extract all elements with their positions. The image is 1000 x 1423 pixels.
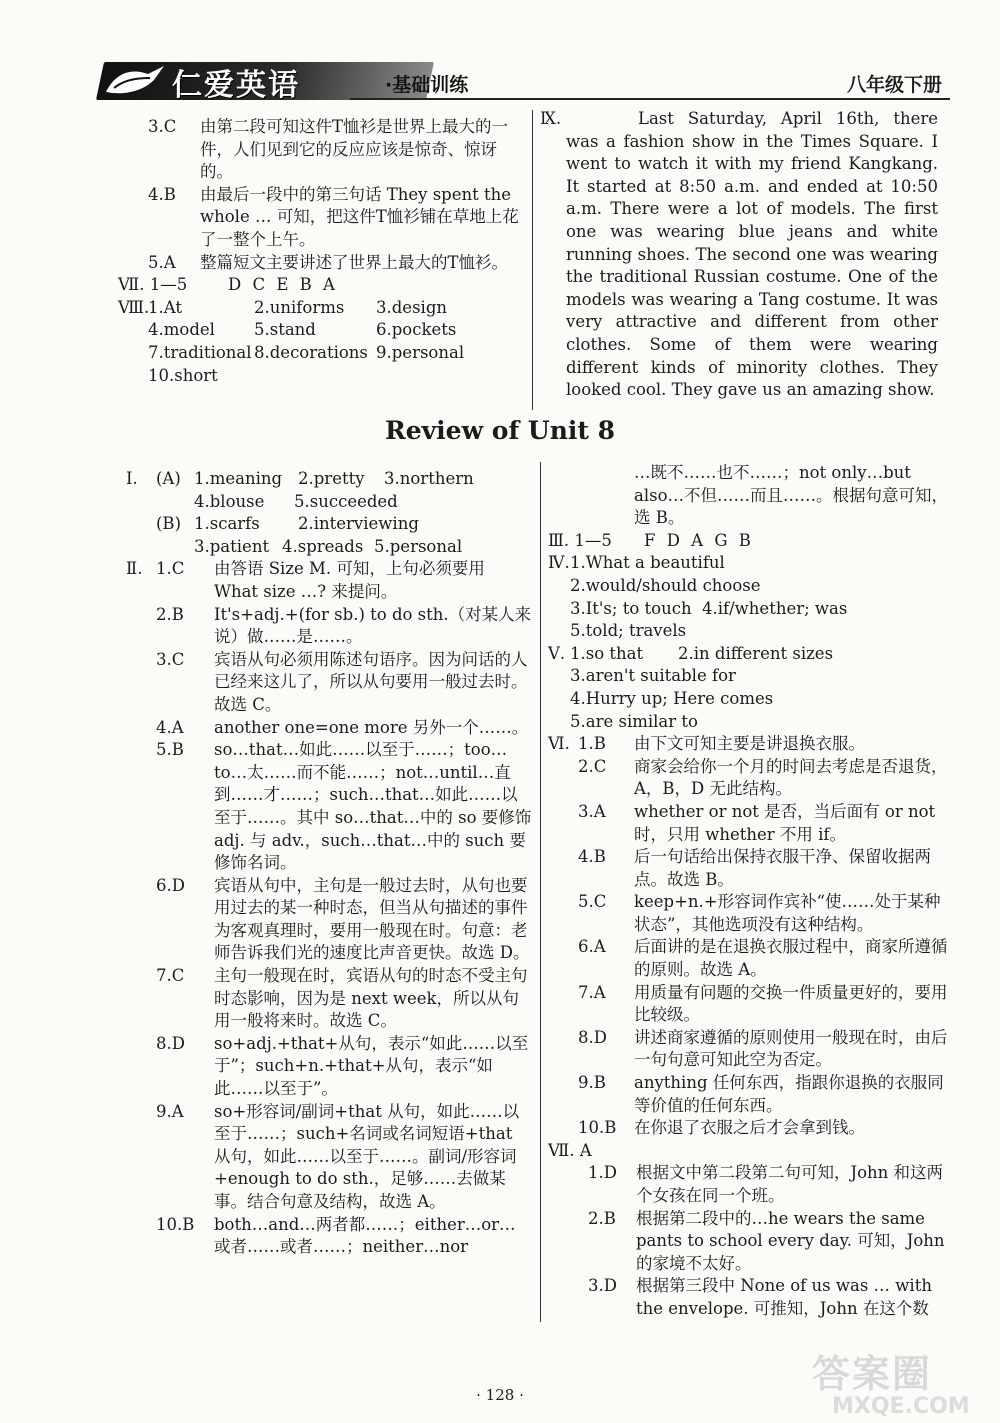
section-vii-items xyxy=(548,1162,952,1320)
answer-number: 9.A xyxy=(156,1101,184,1121)
answer-number: 9.B xyxy=(578,1073,606,1093)
answer-item xyxy=(156,1033,532,1101)
blank-answer: 2.pretty xyxy=(298,469,365,488)
answer-number: 5.C xyxy=(578,892,607,912)
blank-answer: 5.succeeded xyxy=(294,491,398,511)
blank-answer: 1.At xyxy=(148,297,182,317)
blank-answer: 2.in different sizes xyxy=(678,643,834,663)
blank-answer: 3.design xyxy=(376,297,448,317)
part-label: (A) xyxy=(156,469,181,488)
answer-number: 4.B xyxy=(148,184,176,204)
header-rule xyxy=(350,98,950,100)
answer-explanation: 由最后一段中的第三句话 They spent the whole … 可知，把这件T恤衫铺在草地上花了一整个上午。 xyxy=(200,184,519,249)
blank-answer: 6.pockets xyxy=(376,320,457,340)
answer-continuation: …既不……也不……；not only…but also…不但……而且……。根据句意可知，选 B。 xyxy=(634,463,949,528)
top-left-column xyxy=(118,116,522,387)
blank-answer: 9.personal xyxy=(376,342,465,362)
answer-number: 7.A xyxy=(578,982,606,1002)
section-label: Ⅰ. xyxy=(126,469,138,488)
section-label: Ⅷ. xyxy=(118,297,150,317)
answer-explanation: so…that…如此……以至于……；too…to…太……而不能……；not…until…直到……才……；such…that…如此……以至于……。其中 so…that…中的 so 要修饰 adj. 与 adv.，such…that…中的 such 要修饰名词。 xyxy=(214,740,532,873)
section-v-row xyxy=(548,643,952,666)
section-iv-row xyxy=(548,598,952,621)
answer-item xyxy=(156,1101,532,1214)
section-viii xyxy=(118,297,522,387)
answer-item xyxy=(578,1117,952,1140)
answer-explanation: 整篇短文主要讲述了世界上最大的T恤衫。 xyxy=(200,252,509,272)
section-label: Ⅱ. xyxy=(126,559,143,579)
section-vi-items xyxy=(578,733,952,1140)
answer-item xyxy=(588,1275,952,1320)
bottom-left-column xyxy=(126,468,532,1259)
answer-item xyxy=(148,116,522,184)
blank-answer: 3.aren't suitable for xyxy=(570,666,736,686)
blank-answer: 7.traditional xyxy=(148,342,252,362)
bottom-right-column xyxy=(548,462,952,1321)
answer-number: 3.A xyxy=(578,801,606,821)
site-watermark xyxy=(812,1343,982,1419)
section-iii-answers xyxy=(548,530,952,553)
section-iv-row xyxy=(548,552,952,575)
answer-explanation: 由答语 Size M. 可知，上句必须要用 What size …? 来提问。 xyxy=(214,559,485,601)
writing-passage: Last Saturday, April 16th, there was a fashion show in the Times Square. I went to watch it with my friend Kangkang. It started at 8:50 a.m. and ended at 10:50 a.m. There were a lot of models. The first one was wearing blue jeans and white running shoes. The second one was wearing the traditional Russian costume. One of the models was wearing a Tang costume. It was very attractive and different from other clothes. Some of them were wearing different kinds of minority clothes. They looked cool. They gave us an amazing show. xyxy=(566,109,938,400)
section-i-row xyxy=(126,536,532,559)
answer-item xyxy=(578,733,952,756)
answer-number: 8.D xyxy=(578,1027,607,1047)
section-vi xyxy=(548,733,952,1140)
blank-answer: 1.so that xyxy=(570,643,644,663)
answer-item xyxy=(578,891,952,936)
page-header xyxy=(100,58,950,104)
answer-item xyxy=(156,1214,532,1259)
answer-item xyxy=(156,965,532,1033)
blank-answer: 1.meaning xyxy=(194,469,283,488)
section-viii-row xyxy=(118,319,522,342)
blank-answer: 5.stand xyxy=(254,320,316,340)
top-column-divider xyxy=(532,110,533,410)
part-label: (B) xyxy=(156,514,181,534)
answer-explanation: 根据第三段中 None of us was … with the envelope. 可推知，John 在这个数 xyxy=(636,1276,932,1318)
eagle-logo-icon xyxy=(104,62,166,100)
section-ii xyxy=(126,558,532,1258)
answer-item xyxy=(156,739,532,875)
answer-item xyxy=(578,936,952,981)
answer-number: 8.D xyxy=(156,1033,185,1053)
answer-explanation: 后面讲的是在退换衣服过程中，商家所遵循的原则。故选 A。 xyxy=(634,937,948,980)
section-i-row xyxy=(126,468,532,491)
answer-number: 7.C xyxy=(156,966,185,986)
section-viii-row xyxy=(118,365,522,388)
page-number: · 128 · xyxy=(476,1386,524,1404)
section-i-row xyxy=(126,491,532,514)
answer-explanation: 用质量有问题的交换一件质量更好的，要用比较级。 xyxy=(634,982,948,1025)
section-vii-label: Ⅶ. A xyxy=(548,1140,592,1160)
blank-answer: 4.spreads xyxy=(282,536,364,556)
answer-explanation: another one=one more 另外一个……。 xyxy=(214,717,529,737)
section-ii-items xyxy=(156,558,532,1258)
blank-answer: 1.scarfs xyxy=(194,514,260,534)
answer-number: 10.B xyxy=(156,1214,195,1234)
answer-number: 1.C xyxy=(156,559,185,579)
book-series: ·基础训练 xyxy=(385,74,469,96)
answer-item xyxy=(156,558,532,603)
answer-item xyxy=(148,252,522,275)
answer-number: 1.D xyxy=(588,1163,617,1183)
blank-answer: 5.told; travels xyxy=(570,621,687,641)
answer-number: 2.B xyxy=(156,604,184,624)
blank-answer: 4.model xyxy=(148,320,215,340)
section-label: Ⅳ. xyxy=(548,553,570,573)
answer-item xyxy=(578,1027,952,1072)
answer-explanation: so+adj.+that+从句，表示“如此……以至于”；such+n.+that+从句，表示“如此……以至于”。 xyxy=(214,1033,529,1099)
blank-answer: 4.if/whether; was xyxy=(702,598,848,618)
section-vii-answers xyxy=(118,274,522,297)
answer-explanation: keep+n.+形容词作宾补“使……处于某种状态”，其他选项没有这种结构。 xyxy=(634,892,941,934)
section-label: Ⅴ. xyxy=(548,643,566,663)
blank-answer: 8.decorations xyxy=(254,342,368,362)
section-label: Ⅲ. 1—5 xyxy=(548,530,612,550)
answer-number: 4.B xyxy=(578,847,606,867)
bottom-column-divider xyxy=(540,462,541,1322)
answer-item xyxy=(578,756,952,801)
grade-label: 八年级下册 xyxy=(846,74,942,96)
section-label: Ⅵ. xyxy=(548,734,570,754)
watermark-url: MXQE.COM xyxy=(832,1394,970,1419)
answer-explanation: 讲述商家遵循的原则使用一般现在时，由后一句句意可知此空为否定。 xyxy=(634,1027,948,1070)
answer-number: 6.A xyxy=(578,937,606,957)
blank-answer: 2.would/should choose xyxy=(570,575,761,595)
answer-explanation: 在你退了衣服之后才会拿到钱。 xyxy=(634,1118,865,1138)
answer-explanation: 宾语从句必须用陈述句语序。因为问话的人已经来这儿了，所以从句要用一般过去时。故选 C。 xyxy=(214,649,528,714)
blank-answer: 2.interviewing xyxy=(298,514,419,534)
blank-answer: 2.uniforms xyxy=(254,297,345,317)
answer-explanation: 根据第二段中的…he wears the same pants to school every day. 可知，John 的家境不太好。 xyxy=(636,1208,945,1273)
answer-explanation: both…and…两者都……；either…or…或者……或者……；neither…nor xyxy=(214,1214,516,1257)
section-viii-row xyxy=(118,297,522,320)
blank-answer: 5.are similar to xyxy=(570,711,698,731)
answer-explanation: anything 任何东西，指跟你退换的衣服同等价值的任何东西。 xyxy=(634,1073,944,1115)
blank-answer: 3.It's; to touch xyxy=(570,598,692,618)
blank-answer: 5.personal xyxy=(374,536,463,556)
blank-answer: 3.patient xyxy=(194,536,270,556)
answer-item xyxy=(148,184,522,252)
answer-explanation: 商家会给你一个月的时间去考虑是否退货，A，B，D 无此结构。 xyxy=(634,756,948,799)
answer-explanation: whether or not 是否，当后面有 or not 时，只用 whether 不用 if。 xyxy=(634,801,936,844)
answer-number: 2.B xyxy=(588,1208,616,1228)
section-answers: D C E B A xyxy=(228,275,335,295)
section-label: Ⅶ. 1—5 xyxy=(118,275,188,295)
section-title: Review of Unit 8 xyxy=(384,416,616,445)
answer-explanation: 主句一般现在时，宾语从句的时态不受主句时态影响，因为是 next week，所以从句用一般将来时。故选 C。 xyxy=(214,966,528,1031)
answer-explanation: 宾语从句中，主句是一般过去时，从句也要用过去的某一种时态，但当从句描述的事件为客观真理时，要用一般现在时。句意：老师告诉我们光的速度比声音更快。故选 D。 xyxy=(214,875,530,963)
blank-answer: 4.Hurry up; Here comes xyxy=(570,688,774,708)
answer-item xyxy=(588,1162,952,1207)
answer-number: 3.C xyxy=(156,649,185,669)
answer-item xyxy=(578,801,952,846)
answer-number: 5.A xyxy=(148,252,176,272)
blank-answer: 4.blouse xyxy=(194,491,265,511)
answer-item xyxy=(578,1072,952,1117)
answer-explanation: It's+adj.+(for sb.) to do sth.（对某人来说）做……是……。 xyxy=(214,604,532,647)
answer-explanation: 由第二段可知这件T恤衫是世界上最大的一件，人们见到它的反应应该是惊奇、惊讶的。 xyxy=(200,117,509,182)
section-answers: F D A G B xyxy=(644,530,751,550)
answer-number: 10.B xyxy=(578,1118,617,1138)
answer-item xyxy=(156,649,532,717)
answer-number: 1.B xyxy=(578,734,606,754)
answer-explanation: 后一句话给出保持衣服干净、保留收据两点。故选 B。 xyxy=(634,847,931,889)
answer-number: 3.D xyxy=(588,1276,617,1296)
answer-item xyxy=(578,982,952,1027)
section-i-row xyxy=(126,513,532,536)
blank-answer: 1.What a beautiful xyxy=(570,553,725,573)
answer-number: 5.B xyxy=(156,740,184,760)
answer-item xyxy=(156,604,532,649)
answer-explanation: 根据文中第二段第二句可知，John 和这两个女孩在同一个班。 xyxy=(636,1163,944,1205)
answer-item xyxy=(578,846,952,891)
section-label: Ⅸ. xyxy=(540,109,562,128)
book-title: 仁爱英语 xyxy=(172,68,300,103)
answer-number: 4.A xyxy=(156,717,184,737)
answer-item xyxy=(156,717,532,740)
answer-number: 2.C xyxy=(578,756,607,776)
answer-explanation: 由下文可知主要是讲退换衣服。 xyxy=(634,734,865,754)
section-viii-row xyxy=(118,342,522,365)
top-right-column xyxy=(540,108,938,402)
watermark-text: 答案圈 xyxy=(812,1352,933,1396)
answer-item xyxy=(156,875,532,965)
blank-answer: 10.short xyxy=(148,365,218,385)
answer-item xyxy=(588,1208,952,1276)
blank-answer: 3.northern xyxy=(384,469,474,488)
answer-number: 3.C xyxy=(148,117,177,136)
answer-explanation: so+形容词/副词+that 从句，如此……以至于……；such+名词或名词短语+that 从句，如此……以至于……。副词/形容词+enough to do sth.，足够……去做某事。结合句意及结构，故选 A。 xyxy=(214,1101,520,1211)
answer-number: 6.D xyxy=(156,875,185,895)
